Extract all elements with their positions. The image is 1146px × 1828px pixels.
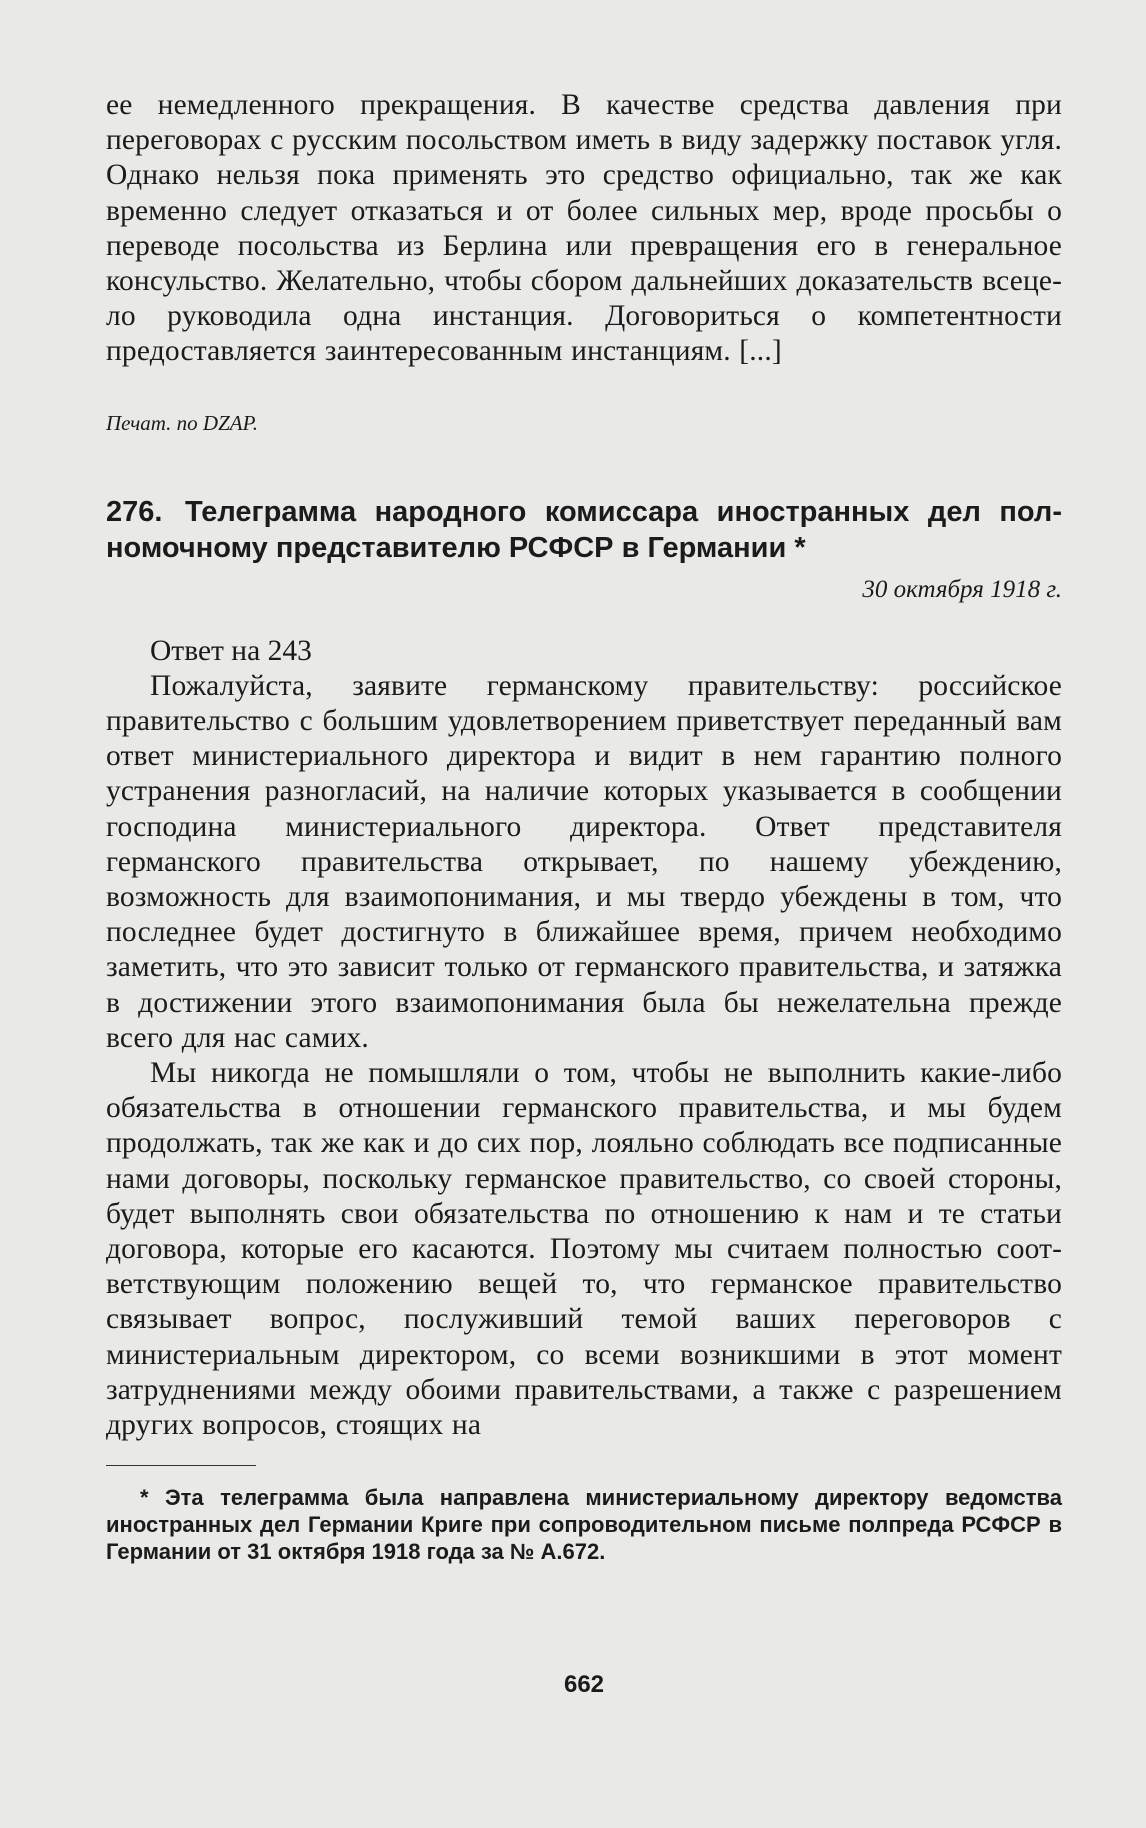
reply-reference: Ответ на 243: [150, 634, 312, 667]
continuation-paragraph: ее немедленного прекращения. В качестве средства давления при переговорах с русским посольством иметь в виду задержку поставок угля. Однако нельзя пока применять это средство официально, так же как временно следует отказаться и от более сильных мер, вроде просьбы о переводе посольства из Берлина или превращения его в генеральное консульство. Желательно, чтобы сбором дальнейших доказательств всецело руководила одна инстанция. Договориться о компетентности предоставляется заинтересованным инстанциям. [...]: [106, 89, 1062, 368]
page-number: 662: [563, 1671, 605, 1698]
footnote-divider: [106, 1465, 256, 1466]
document-heading: [106, 494, 1062, 566]
body-paragraph: Мы никогда не помышляли о том, чтобы не выполнить какие-либо обязательства в отношении германского правительства, и мы будем продолжать, так же как и до сих пор, лояльно соблюдать все подписанные нами договоры, поскольку германское правительство, со своей стороны, будет выполнять свои обязательства по отношению к нам и те статьи договора, которые его касаются. Поэтому мы считаем полностью соответствующим положению вещей то, что германское правительство связывает вопрос, послуживший темой ваших переговоров с министериальным директором, со всеми возникшими в этот момент затруднениями между обоими правительствами, а также с разрешением других вопросов, стоящих на: [106, 1057, 1062, 1442]
body-paragraph: Пожалуйста, заявите германскому правительству: российское правительство с большим удовлетворением приветствует переданный вам ответ министериального директора и видит в нем гарантию полного устранения разногласий, на наличие которых указывается в сообщении господина министериального директора. Ответ представителя германского правительства открывает, по нашему убеждению, возможность для взаимопонимания, и мы твердо убеждены в том, что последнее будет достигнуто в ближайшее время, причем необходимо заметить, что это зависит только от германского правительства, и затяжка в достижении этого взаимопонимания была бы нежелательна прежде всего для нас самих.: [106, 669, 1062, 1054]
document-date: 30 октября 1918 г.: [862, 575, 1062, 603]
document-title: Телеграмма народного комиссара иностранных дел полномочному представителю РСФСР в Германии *: [106, 495, 1062, 564]
footnote: * Эта телеграмма была направлена министериальному директору ведомства иностранных дел Германии Криге при сопроводительном письме полпреда РСФСР в Германии от 31 октября 1918 года за № А.672.: [106, 1485, 1062, 1565]
source-note: Печат. по DZAP.: [106, 410, 258, 435]
document-number: 276.: [106, 495, 163, 528]
